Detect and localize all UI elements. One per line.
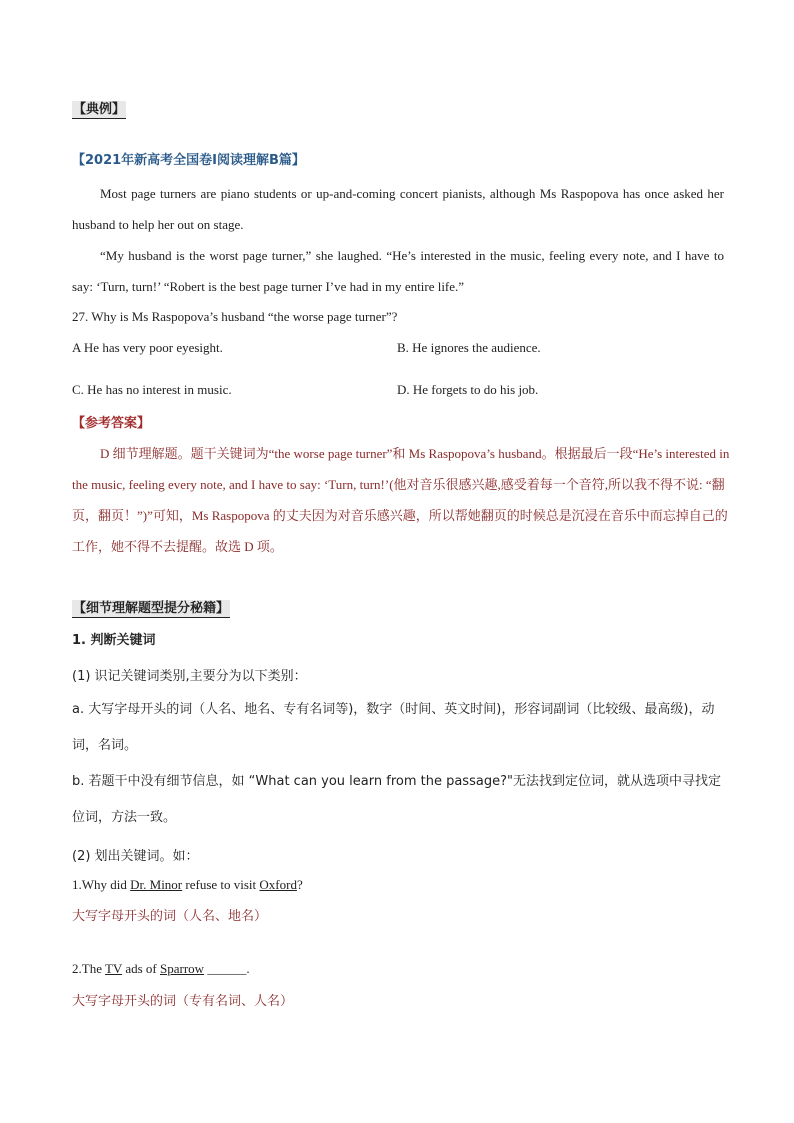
option-c: C. He has no interest in music. bbox=[72, 382, 232, 397]
ex2-keyword-2: Sparrow bbox=[160, 961, 205, 976]
ex1-text-pre: 1.Why did bbox=[72, 877, 131, 892]
example-note-2: 大写字母开头的词（专有名词、人名） bbox=[72, 994, 294, 1009]
step-2: (2) 划出关键词。如： bbox=[72, 849, 199, 864]
item-b: b. 若题干中没有细节信息，如 “What can you learn from the passage?"无法找到定位词，就从选项中寻找定位词，方法一致。 bbox=[72, 774, 721, 825]
step-1: (1) 识记关键词类别,主要分为以下类别： bbox=[72, 669, 307, 684]
option-d: D. He forgets to do his job. bbox=[397, 382, 539, 397]
answer-text: D 细节理解题。题干关键词为“the worse page turner”和 Ms Raspopova’s husband。根据最后一段“He’s interested in the music, feeling every note, and I have to say: ‘Turn, turn!’(他对音乐很感兴趣,感受着每一个音符,所以我不得不说: “翻页，翻页！”)”可知，Ms Raspopova 的丈夫因为对音乐感兴趣，所以帮她翻页的时候总是沉浸在音乐中而忘掉自己的工作，她不得不去提醒。故选 D 项。 bbox=[72, 446, 730, 554]
question-stem: 27. Why is Ms Raspopova’s husband “the worse page turner”? bbox=[72, 309, 398, 324]
ex1-keyword-2: Oxford bbox=[259, 877, 297, 892]
section-tag-tips: 【细节理解题型提分秘籍】 bbox=[73, 601, 230, 616]
heading-keywords: 1. 判断关键词 bbox=[72, 633, 156, 648]
exam-title: 【2021年新高考全国卷Ⅰ阅读理解B篇】 bbox=[72, 153, 305, 168]
ex1-keyword-1: Dr. Minor bbox=[130, 877, 183, 892]
answer-tag: 【参考答案】 bbox=[72, 416, 151, 431]
example-question-2 bbox=[72, 961, 250, 977]
example-question-1 bbox=[72, 877, 303, 893]
ex2-text-post: ______. bbox=[204, 961, 250, 976]
ex1-text-mid: refuse to visit bbox=[182, 877, 260, 892]
example-note-1: 大写字母开头的词（人名、地名） bbox=[72, 909, 268, 924]
ex1-text-post: ? bbox=[296, 877, 303, 892]
passage-paragraph-1: Most page turners are piano students or up-and-coming concert pianists, although Ms Raspopova has once asked her husband to help her out on stage. bbox=[72, 186, 724, 232]
section-tag-example: 【典例】 bbox=[73, 102, 126, 117]
ex2-keyword-1: TV bbox=[104, 961, 123, 976]
option-b: B. He ignores the audience. bbox=[397, 340, 541, 355]
item-a: a. 大写字母开头的词（人名、地名、专有名词等)，数字（时间、英文时间)，形容词副词（比较级、最高级)，动词，名词。 bbox=[72, 702, 715, 753]
passage-paragraph-2: “My husband is the worst page turner,” she laughed. “He’s interested in the music, feeling every note, and I have to say: ‘Turn, turn!’ “Robert is the best page turner I’ve had in my entire life.” bbox=[72, 248, 724, 294]
option-a: A He has very poor eyesight. bbox=[72, 340, 223, 355]
ex2-text-pre: 2.The bbox=[72, 961, 105, 976]
ex2-text-mid: ads of bbox=[122, 961, 161, 976]
